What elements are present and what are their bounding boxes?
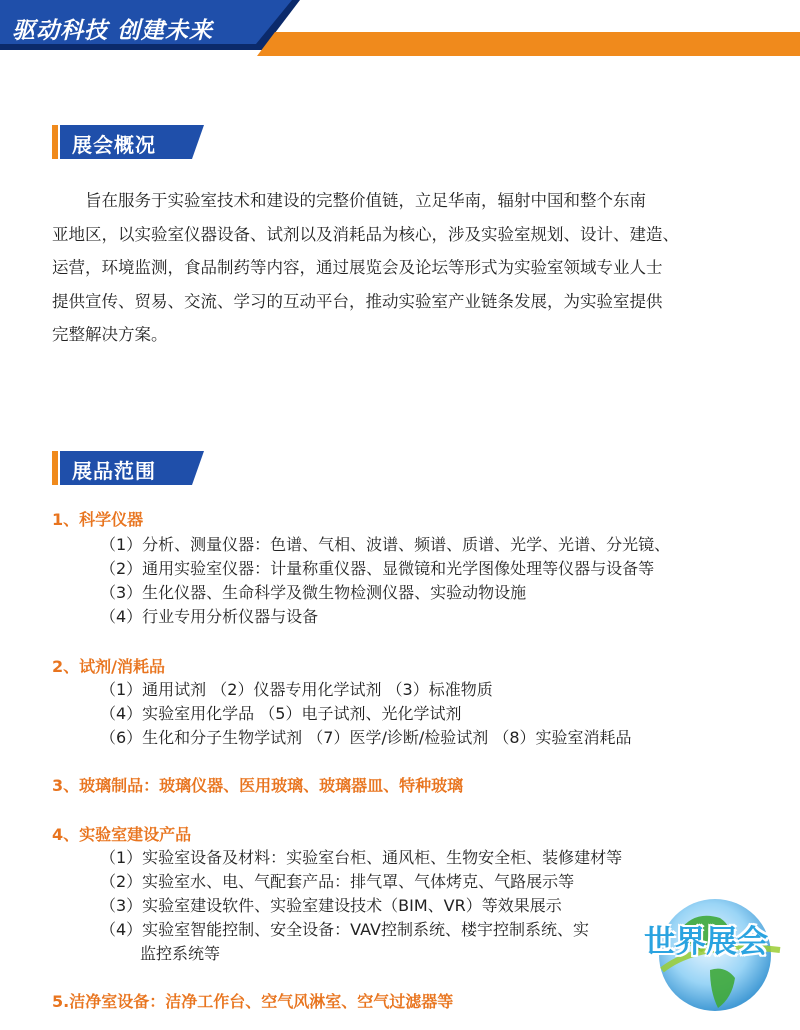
section-title: 展会概况 xyxy=(72,133,156,157)
watermark-text: 世界展会 xyxy=(644,924,768,960)
list-item: （3）生化仪器、生命科学及微生物检测仪器、实验动物设施 xyxy=(100,583,527,602)
world-expo-logo xyxy=(640,880,800,1030)
section-heading-overview xyxy=(52,125,204,159)
list-item: （2）实验室水、电、气配套产品：排气罩、气体烤克、气路展示等 xyxy=(100,872,575,891)
overview-line: 完整解决方案。 xyxy=(52,325,168,344)
category-title: 5.洁净室设备：洁净工作台、空气风淋室、空气过滤器等 xyxy=(52,992,454,1011)
list-item: 监控系统等 xyxy=(140,944,221,963)
overview-line: 运营，环境监测，食品制药等内容，通过展览会及论坛等形式为实验室领域专业人士 xyxy=(52,258,663,277)
category-title: 3、玻璃制品：玻璃仪器、医用玻璃、玻璃器皿、特种玻璃 xyxy=(52,776,464,795)
list-item: （2）通用实验室仪器：计量称重仪器、显微镜和光学图像处理等仪器与设备等 xyxy=(100,559,655,578)
list-item: （4）行业专用分析仪器与设备 xyxy=(100,607,319,626)
top-banner xyxy=(0,0,800,56)
overview-paragraph xyxy=(52,184,752,352)
list-item: （3）实验室建设软件、实验室建设技术（BIM、VR）等效果展示 xyxy=(100,896,562,915)
list-item: （6）生化和分子生物学试剂 （7）医学/诊断/检验试剂 （8）实验室消耗品 xyxy=(100,728,632,747)
section-heading-scope xyxy=(52,451,204,485)
list-item: （1）通用试剂 （2）仪器专用化学试剂 （3）标准物质 xyxy=(100,680,493,699)
overview-line: 提供宣传、贸易、交流、学习的互动平台，推动实验室产业链条发展，为实验室提供 xyxy=(52,291,663,311)
list-item: （4）实验室用化学品 （5）电子试剂、光化学试剂 xyxy=(100,704,462,723)
list-item: （1）实验室设备及材料：实验室台柜、通风柜、生物安全柜、装修建材等 xyxy=(100,848,623,867)
category-title: 4、实验室建设产品 xyxy=(52,825,192,844)
slogan: 驱动科技 创建未来 xyxy=(12,18,214,44)
category-title: 2、试剂/消耗品 xyxy=(52,657,165,676)
section-title: 展品范围 xyxy=(72,459,156,483)
list-item: （1）分析、测量仪器：色谱、气相、波谱、频谱、质谱、光学、光谱、分光镜、 xyxy=(100,535,671,554)
category-title: 1、科学仪器 xyxy=(52,510,144,529)
overview-line: 亚地区，以实验室仪器设备、试剂以及消耗品为核心，涉及实验室规划、设计、建造、 xyxy=(52,224,679,244)
list-item: （4）实验室智能控制、安全设备：VAV控制系统、楼宇控制系统、实 xyxy=(100,920,589,939)
overview-line: 旨在服务于实验室技术和建设的完整价值链，立足华南，辐射中国和整个东南 xyxy=(85,191,646,210)
